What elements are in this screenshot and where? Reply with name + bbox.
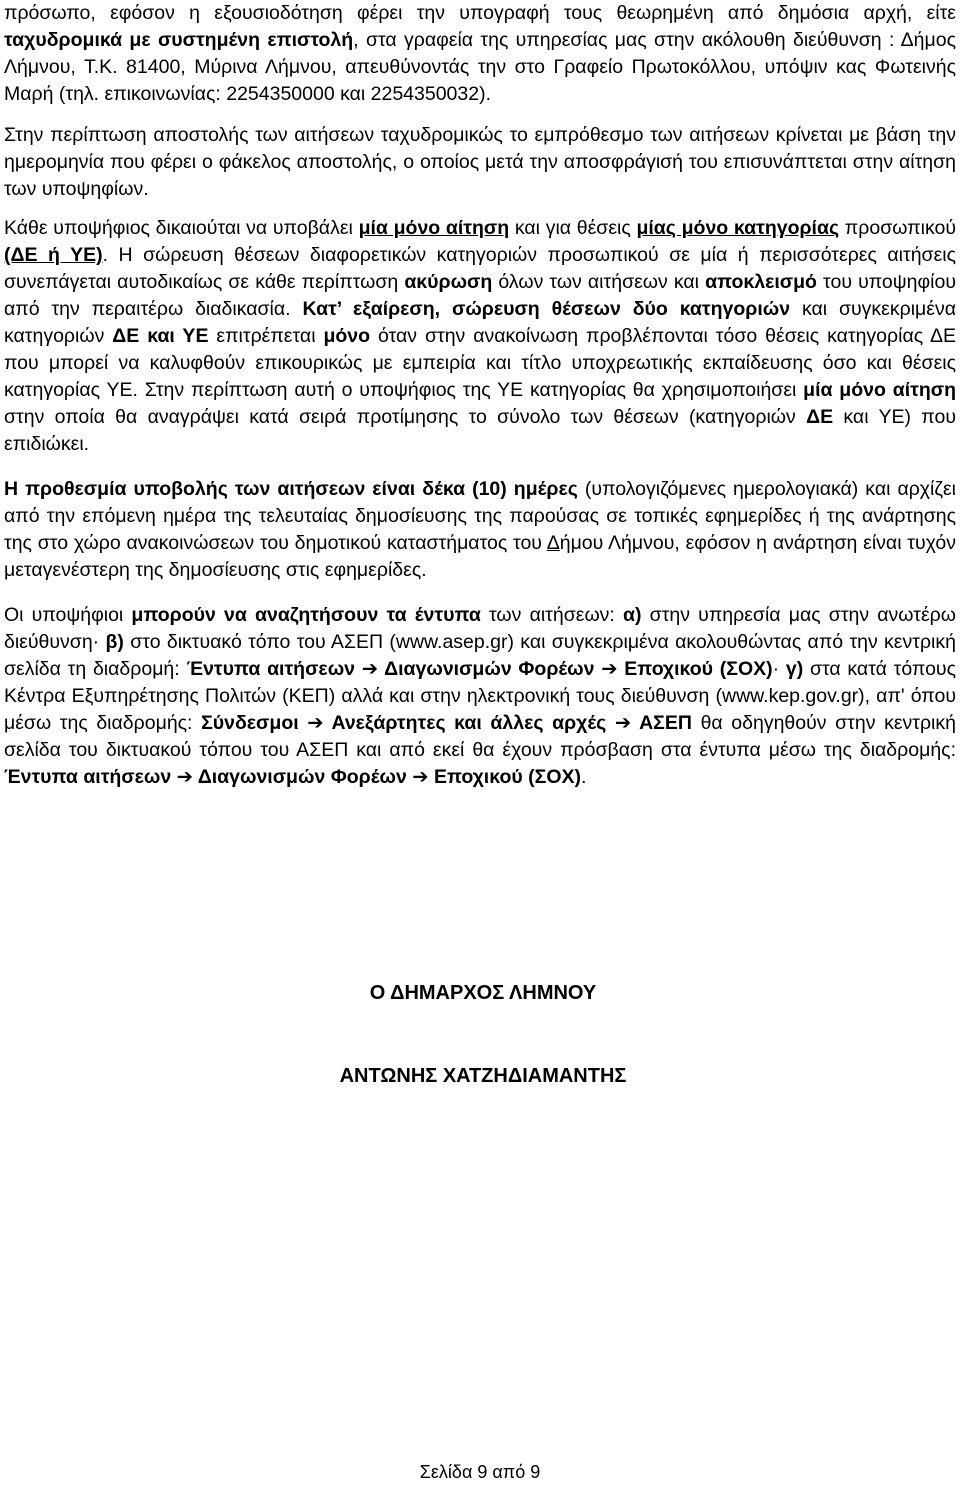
text-run: β) (105, 631, 124, 653)
text-run: μία μόνο αίτηση (803, 379, 956, 401)
text-run: στην οποία θα αναγράψει κατά σειρά προτίμησης το σύνολο των θέσεων (κατηγοριών (4, 406, 807, 428)
text-run: μία μόνο αίτηση (358, 217, 510, 239)
text-run: , στα γραφεία της υπηρεσίας μας στην ακόλουθη διεύθυνση : Δήμος Λήμνου, Τ.Κ. 81400, Μύρινα Λήμνου, απευθύνοντάς την στο Γραφείο Πρωτοκόλλου, υπόψιν κας Φωτεινής Μαρή (τηλ. επικοινωνίας: 2254350000 και 2254350032). (4, 29, 957, 105)
text-run: μίας μόνο κατηγορίας (636, 217, 840, 239)
paragraph-postal-deadline (4, 122, 956, 203)
text-run: . Η σώρευση θέσεων διαφορετικών κατηγοριών προσωπικού σε μία ή περισσότερες αιτήσεις συνεπάγεται αυτοδικαίως σε κάθε περίπτωση (4, 244, 957, 293)
text-run: όταν στην ανακοίνωση προβλέπονται τόσο θέσεις κατηγορίας ΔΕ που μπορεί να καλυφθούν επικουρικώς με εμπειρία και τίτλο υποχρεωτικής εκπαίδευσης όσο και θέσεις κατηγορίας ΥΕ. Στην περίπτωση αυτή ο υποψήφιος της ΥΕ κατηγορίας θα χρησιμοποιήσει (4, 325, 956, 401)
text-run: (υπολογιζόμενες ημερολογιακά) και αρχίζει από την επόμενη ημέρα της τελευταίας δημοσίευσης της παρούσας σε τοπικές εφημερίδες ή της ανάρτησης της στο χώρο ανακοινώσεων του δημοτικού καταστήματος του (4, 478, 956, 554)
text-run: Η προθεσμία υποβολής των αιτήσεων είναι δέκα (10) ημέρες (4, 478, 578, 500)
text-run: όλων των αιτήσεων και (492, 271, 706, 293)
paragraph-single-application (4, 215, 956, 458)
text-run: ακύρωση (404, 271, 493, 293)
text-run: των αιτήσεων: (480, 604, 624, 626)
text-run: και για θέσεις (509, 217, 637, 239)
paragraph-forms-availability (4, 602, 956, 791)
text-run: ΔΕ (806, 406, 834, 428)
text-run: πρόσωπο, εφόσον η εξουσιοδότηση φέρει την υπογραφή τους θεωρημένη από δημόσια αρχή, είτε (4, 2, 956, 24)
text-run: γ) (785, 658, 804, 680)
text-run: Έντυπα αιτήσεων ➔ Διαγωνισμών Φορέων ➔ Εποχικού (ΣΟΧ) (186, 658, 773, 680)
text-run: αποκλεισμό (705, 271, 817, 293)
text-run: ταχυδρομικά με συστημένη επιστολή (4, 29, 354, 51)
text-run: στα κατά τόπους Κέντρα Εξυπηρέτησης Πολιτών (ΚΕΠ) αλλά και στην ηλεκτρονική τους διεύθυνση (www.kep.gov.gr), απ' όπου μέσω της διαδρομής: (4, 658, 956, 734)
signature-title: Ο ΔΗΜΑΡΧΟΣ ΛΗΜΝΟΥ (369, 982, 597, 1004)
text-run: Δ (546, 532, 560, 554)
text-run: Σύνδεσμοι ➔ Ανεξάρτητες και άλλες αρχές ➔ ΑΣΕΠ (201, 712, 692, 734)
text-run: ΔΕ και ΥΕ (112, 325, 209, 347)
text-run: Στην περίπτωση αποστολής των αιτήσεων ταχυδρομικώς το εμπρόθεσμο των αιτήσεων κρίνεται με βάση την ημερομηνία που φέρει ο φάκελος αποστολής, ο οποίος μετά την αποσφράγισή του επισυνάπτεται στην αίτηση των υποψηφίων. (4, 124, 956, 200)
text-run: και ΥΕ) που επιδιώκει. (4, 406, 956, 455)
document-page (4, 0, 956, 791)
text-run: προσωπικού (839, 217, 956, 239)
text-run: Οι υποψήφιοι (4, 604, 132, 626)
paragraph-submission-method (4, 0, 956, 108)
text-run: Κάθε υποψήφιος δικαιούται να υποβάλει (4, 217, 359, 239)
text-run: (ΔΕ ή ΥΕ) (4, 244, 103, 266)
text-run: μόνο (323, 325, 371, 347)
signature-name: ΑΝΤΩΝΗΣ ΧΑΤΖΗΔΙΑΜΑΝΤΗΣ (339, 1065, 627, 1087)
text-run: μπορούν να αναζητήσουν τα έντυπα (131, 604, 481, 626)
text-run: του υποψηφίου από την περαιτέρω διαδικασία. (4, 271, 957, 320)
paragraph-deadline (4, 476, 956, 584)
text-run: επιτρέπεται (208, 325, 324, 347)
page-number: Σελίδα 9 από 9 (419, 1462, 541, 1482)
text-run: στην υπηρεσία μας στην ανωτέρω διεύθυνση· (4, 604, 956, 653)
text-run: · (772, 658, 786, 680)
text-run: και συγκεκριμένα κατηγοριών (4, 298, 956, 347)
text-run: α) (623, 604, 642, 626)
text-run: Έντυπα αιτήσεων ➔ Διαγωνισμών Φορέων ➔ Εποχικού (ΣΟΧ) (4, 766, 581, 788)
text-run: θα οδηγηθούν στην κεντρική σελίδα του δικτυακού τόπου του ΑΣΕΠ και από εκεί θα έχουν πρόσβαση στα έντυπα μέσω της διαδρομής: (4, 712, 956, 761)
text-run: . (581, 766, 587, 788)
text-run: ήμου Λήμνου, εφόσον η ανάρτηση είναι τυχόν μεταγενέστερη της δημοσίευσης στις εφημερίδες. (4, 532, 956, 581)
text-run: στο δικτυακό τόπο του ΑΣΕΠ (www.asep.gr) και συγκεκριμένα ακολουθώντας από την κεντρική σελίδα τη διαδρομή: (4, 631, 956, 680)
text-run: Κατ’ εξαίρεση, σώρευση θέσεων δύο κατηγοριών (302, 298, 791, 320)
